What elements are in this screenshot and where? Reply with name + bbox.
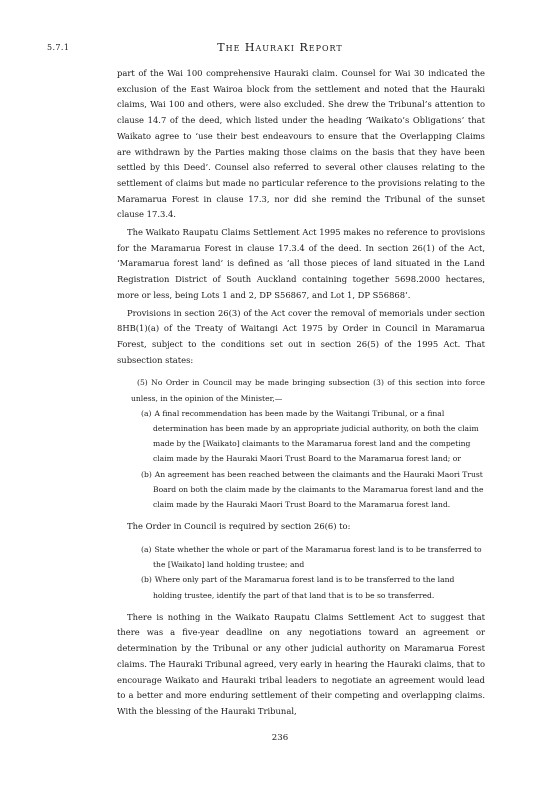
body-text (117, 66, 485, 720)
block-quote (131, 542, 485, 603)
running-head: The Hauraki Report (217, 41, 343, 54)
quote-item-text: A final recommendation has been made by the Waitangi Tribunal, or a final determination has been made by an appropriate judicial authority, on both the claim made by the [Waikato] claimants to the Maramarua forest land and the competing claim made by the Hauraki Maori Trust Board to the Maramarua forest land; or (153, 408, 479, 464)
paragraph: part of the Wai 100 comprehensive Hauraki claim. Counsel for Wai 30 indicated the exclusion of the East Wairoa block from the settlement and noted that the Hauraki claims, Wai 100 and others, were also excluded. She drew the Tribunal’s attention to clause 14.7 of the deed, which listed under the heading ‘Waikato’s Obligations’ that Waikato agree to ‘use their best endeavours to ensure that the Overlapping Claims are withdrawn by the Parties making those claims on the basis that they have been settled by this Deed’. Counsel also referred to several other clauses relating to the settlement of claims but made no particular reference to the provisions relating to the Maramarua Forest in clause 17.3, nor did she remind the Tribunal of the sunset clause 17.3.4. (117, 68, 485, 220)
quote-item (131, 542, 485, 572)
paragraph: Provisions in section 26(3) of the Act cover the removal of memorials under section 8HB(1)(a) of the Treaty of Waitangi Act 1975 by Order in Council in Maramarua Forest, subject to the conditions set out in section 26(5) of the 1995 Act. That subsection states: (117, 307, 485, 365)
quote-item (131, 572, 485, 602)
page-number: 236 (271, 733, 289, 743)
quote-item-label: (b) (141, 575, 152, 585)
quote-lead: (5) No Order in Council may be made bringing subsection (3) of this section into force unless, in the opinion of the Minister,— (131, 378, 485, 403)
quote-item-label: (b) (141, 469, 152, 479)
quote-item-label: (a) (141, 544, 152, 554)
paragraph: The Waikato Raupatu Claims Settlement Act 1995 makes no reference to provisions for the Maramarua Forest in clause 17.3.4 of the deed. In section 26(1) of the Act, ‘Maramarua forest land’ is defined as ‘all those pieces of land situated in the Land Registration District of South Auckland containing together 5698.2000 hectares, more or less, being Lots 1 and 2, DP S56867, and Lot 1, DP S56868’. (117, 227, 485, 300)
quote-item (131, 467, 485, 513)
quote-item-text: State whether the whole or part of the Maramarua forest land is to be transferred to the [Waikato] land holding trustee; and (153, 544, 482, 570)
quote-item-label: (a) (141, 408, 152, 418)
quote-item-text: Where only part of the Maramarua forest land is to be transferred to the land holding trustee, identify the part of that land that is to be so transferred. (153, 575, 455, 600)
paragraph: The Order in Council is required by section 26(6) to: (127, 521, 351, 532)
paragraph: There is nothing in the Waikato Raupatu Claims Settlement Act to suggest that there was a five-year deadline on any negotiations toward an agreement or determination by the Tribunal or any other judicial authority on Maramarua Forest claims. The Hauraki Tribunal agreed, very early in hearing the Hauraki claims, that to encourage Waikato and Hauraki tribal leaders to negotiate an agreement would lead to a better and more enduring settlement of their competing and overlapping claims. With the blessing of the Hauraki Tribunal, (117, 611, 485, 716)
block-quote (131, 375, 485, 512)
quote-item-text: An agreement has been reached between the claimants and the Hauraki Maori Trust Board on both the claim made by the claimants to the Maramarua forest land and the claim made by the Hauraki Maori Trust Board to the Maramarua forest land. (153, 469, 484, 509)
quote-item (131, 406, 485, 467)
section-number: 5.7.1 (47, 43, 70, 52)
